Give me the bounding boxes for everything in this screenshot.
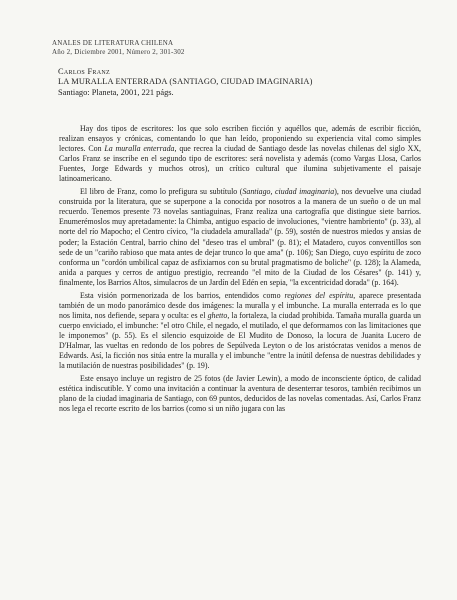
review-heading: [58, 67, 418, 98]
paragraph-4: Este ensayo incluye un registro de 25 fotos (de Javier Lewin), a modo de inconsciente óptico, de calidad estética indiscutible. Y como una invitación a continuar la aventura de desenterrar tesoros, también recibimos un plano de la ciudad imaginaria de Santiago, con 69 puntos, deducidos de las novelas comentadas. Así, Carlos Franz nos lega el recorte escrito de los barrios (como si un niño jugara con las: [59, 374, 421, 414]
paragraph-1: Hay dos tipos de escritores: los que solo escriben ficción y aquéllos que, además de escribir ficción, realizan ensayos y crónicas, comentando lo que han leído, proponiendo su experiencia vital como simples lectores. Con La muralla enterrada, que recrea la ciudad de Santiago desde las novelas chilenas del siglo XX, Carlos Franz se inscribe en el segundo tipo de escritores: será novelista y además (como Vargas Llosa, Carlos Fuentes, Jorge Edwards y muchos otros), un crítico cultural que ilumina subjetivamente el paisaje latinoamericano.: [59, 124, 421, 184]
journal-name: ANALES DE LITERATURA CHILENA: [52, 39, 174, 47]
italic-word: ghetto: [207, 310, 228, 320]
book-title: LA MURALLA ENTERRADA (SANTIAGO, CIUDAD IMAGINARIA): [58, 77, 313, 87]
book-author: Carlos Franz: [58, 67, 110, 76]
italic-phrase: regiones del espíritu: [284, 290, 354, 300]
journal-issue: Año 2, Diciembre 2001, Número 2, 301-302: [52, 48, 185, 56]
subtitle-reference: Santiago, ciudad imaginaria: [242, 187, 335, 197]
review-body: [59, 124, 421, 414]
journal-header: [52, 39, 185, 57]
paragraph-3: Esta visión pormenorizada de los barrios, entendidos como regiones del espíritu, aparece presentada también de un modo panorámico desde dos imágenes: la muralla y el imbunche. La muralla enterrada es lo que nos limita, nos defiende, separa y oculta: es el ghetto, la fortaleza, la ciudad prohibida. Tamaña muralla guarda un cuerpo enviciado, el imbunche: "el otro Chile, el negado, el mutilado, el que deformamos con las limitaciones que le imponemos" (p. 55). Es el silencio esquizoide de El Mudito de Donoso, la locura de Juanita Lucero de D'Halmar, las vueltas en redondo de los pobres de Sepúlveda Leyton o de los aristócratas venidos a menos de Edwards. Así, la ficción nos sitúa entre la muralla y el imbunche "entre la inútil defensa de nuestras debilidades y la mutilación de nuestras posibilidades" (p. 19).: [59, 290, 421, 371]
paragraph-2: El libro de Franz, como lo prefigura su subtítulo (Santiago, ciudad imaginaria), nos devuelve una ciudad construida por la literatura, que se superpone a la conocida por nosotros a la manera de un sueño o de un mal recuerdo. Tenemos presente 73 novelas santiaguinas, Franz realiza una cartografía que distingue siete barrios. Enumerémoslos muy apretadamente: la Chimba, antiguo espacio de involuciones, "vientre hambriento" (p. 33), al norte del río Mapocho; el Centro cívico, "la ciudadela amurallada" (p. 59), sostén de nuestros miedos y ansias de poder; la Estación Central, barrio chino del "deseo tras el umbral" (p. 81); el Matadero, cuyos conventillos son sede de un "cariño rabioso que mata antes de dejar trunco lo que ama" (p. 106); San Diego, cuyo espíritu de zoco conforma un "cordón umbilical capaz de asfixiarnos con su brutal pragmatismo de boliche" (p. 128); la Alameda, anida a parques y cerros de antiguo prestigio, recreando "el mito de la Ciudad de los Césares" (p. 141) y, finalmente, los Barrios Altos, simulacros de un Jardín del Edén en sepia, "la excentricidad dorada" (p. 164).: [59, 187, 421, 287]
book-publication: Santiago: Planeta, 2001, 221 págs.: [58, 87, 174, 97]
book-title-reference: La muralla enterrada: [104, 144, 175, 154]
